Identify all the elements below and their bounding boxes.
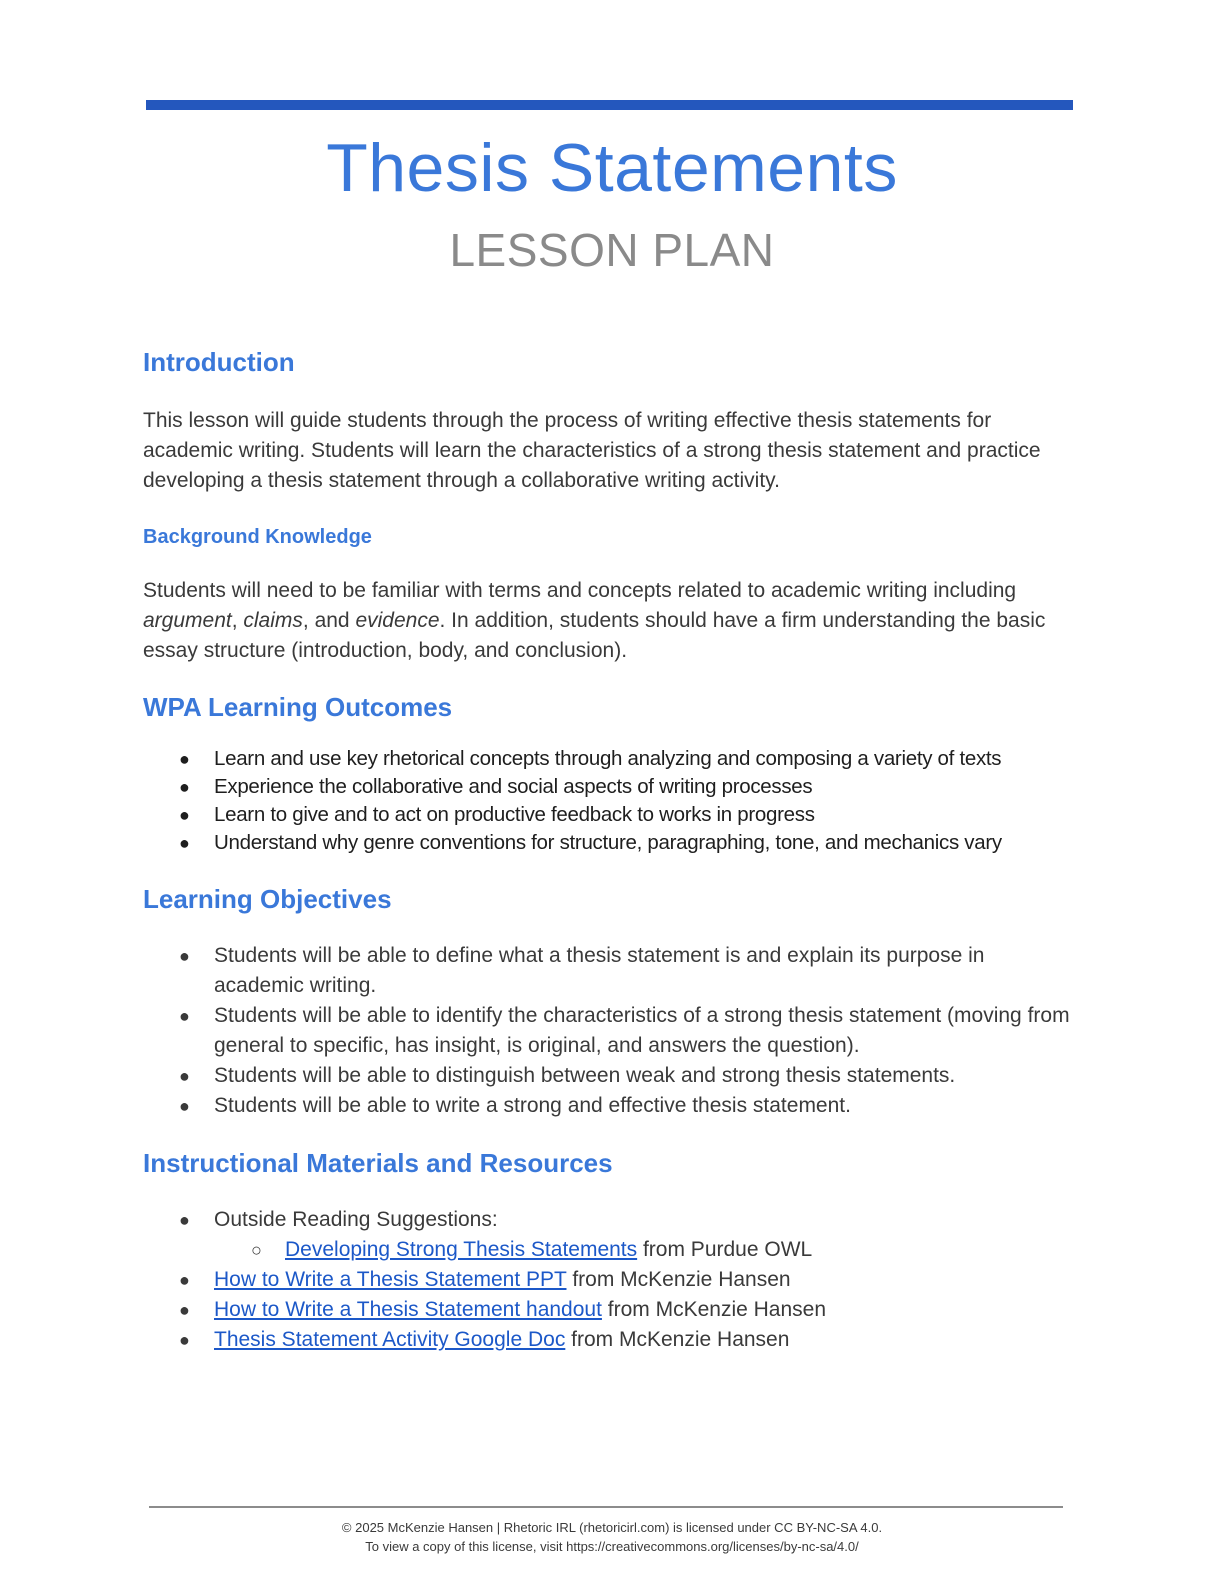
bullet-icon: ● (179, 1210, 190, 1230)
bullet-icon: ● (179, 1330, 190, 1350)
link-source: from McKenzie Hansen (566, 1268, 791, 1291)
list-item-text: Learn and use key rhetorical concepts through analyzing and composing a variety of texts (214, 747, 1002, 770)
list-item-text: Experience the collaborative and social aspects of writing processes (214, 775, 813, 798)
footer-license-url-line: To view a copy of this license, visit https://creativecommons.org/licenses/by-nc-sa/4.0/ (365, 1539, 859, 1554)
list-item (143, 1001, 1078, 1061)
top-accent-rule (146, 100, 1073, 110)
list-item (143, 1061, 1078, 1091)
link-source: from Purdue OWL (637, 1238, 813, 1261)
list-item (143, 745, 1078, 773)
background-heading: Background Knowledge (143, 526, 372, 548)
list-item (143, 1265, 1078, 1295)
footer-rule (149, 1506, 1063, 1508)
list-item (143, 1205, 1078, 1235)
bullet-icon: ● (179, 1006, 190, 1026)
document-body (143, 340, 1078, 1355)
learning-objectives-list (143, 941, 1078, 1121)
introduction-heading: Introduction (143, 347, 295, 377)
list-item (143, 1295, 1078, 1325)
list-item (143, 829, 1078, 857)
list-item-text: Learn to give and to act on productive feedback to works in progress (214, 803, 815, 826)
list-item (143, 1325, 1078, 1355)
link-thesis-handout[interactable]: How to Write a Thesis Statement handout (214, 1298, 602, 1321)
list-item-text: Students will be able to identify the characteristics of a strong thesis statement (moving from general to specific, has insight, is original, and answers the question). (214, 1004, 1070, 1057)
materials-heading: Instructional Materials and Resources (143, 1148, 613, 1178)
background-text-after: . In addition, students should have a firm understanding the basic essay structure (introduction, body, and conclusion). (143, 609, 1046, 662)
list-item-text: Students will be able to write a strong and effective thesis statement. (214, 1094, 851, 1117)
list-item-text: Outside Reading Suggestions: (214, 1208, 498, 1231)
footer-license-line: © 2025 McKenzie Hansen | Rhetoric IRL (rhetoricirl.com) is licensed under CC BY-NC-SA 4.0. (341, 1520, 883, 1535)
term-evidence: evidence (355, 609, 440, 632)
bullet-icon: ● (179, 1300, 190, 1320)
bullet-icon: ● (179, 1066, 190, 1086)
background-paragraph (143, 576, 1078, 666)
bullet-icon: ● (179, 805, 190, 825)
list-item (143, 773, 1078, 801)
list-item (143, 1091, 1078, 1121)
background-text-before: Students will need to be familiar with terms and concepts related to academic writing including (143, 579, 1017, 602)
list-item (143, 1235, 1078, 1265)
materials-list (143, 1205, 1078, 1355)
wpa-outcomes-list (143, 745, 1078, 857)
list-item (143, 801, 1078, 829)
link-thesis-activity-doc[interactable]: Thesis Statement Activity Google Doc (214, 1328, 566, 1351)
wpa-outcomes-heading: WPA Learning Outcomes (143, 692, 453, 722)
bullet-icon: ● (179, 749, 190, 769)
bullet-icon: ● (179, 777, 190, 797)
bullet-icon: ● (179, 1096, 190, 1116)
list-item (143, 941, 1078, 1001)
hollow-bullet-icon: ○ (251, 1240, 262, 1260)
list-item-text: Students will be able to distinguish between weak and strong thesis statements. (214, 1064, 956, 1087)
link-source: from McKenzie Hansen (601, 1298, 827, 1321)
list-item-text: Students will be able to define what a thesis statement is and explain its purpose in academic writing. (214, 944, 985, 997)
learning-objectives-heading: Learning Objectives (143, 884, 392, 914)
separator: , (231, 609, 244, 632)
bullet-icon: ● (179, 946, 190, 966)
link-thesis-ppt[interactable]: How to Write a Thesis Statement PPT (214, 1268, 567, 1291)
term-argument: argument (143, 609, 232, 632)
page-subtitle: LESSON PLAN (449, 224, 775, 276)
link-developing-strong-thesis[interactable]: Developing Strong Thesis Statements (285, 1238, 638, 1261)
separator: , and (302, 609, 356, 632)
page-title: Thesis Statements (326, 130, 898, 206)
term-claims: claims (243, 609, 303, 632)
bullet-icon: ● (179, 1270, 190, 1290)
bullet-icon: ● (179, 833, 190, 853)
link-source: from McKenzie Hansen (565, 1328, 790, 1351)
list-item-text: Understand why genre conventions for structure, paragraphing, tone, and mechanics vary (214, 831, 1002, 854)
introduction-paragraph: This lesson will guide students through the process of writing effective thesis statements for academic writing. Students will learn the characteristics of a strong thesis statement and practice developing a thesis statement through a collaborative writing activity. (143, 409, 1041, 492)
